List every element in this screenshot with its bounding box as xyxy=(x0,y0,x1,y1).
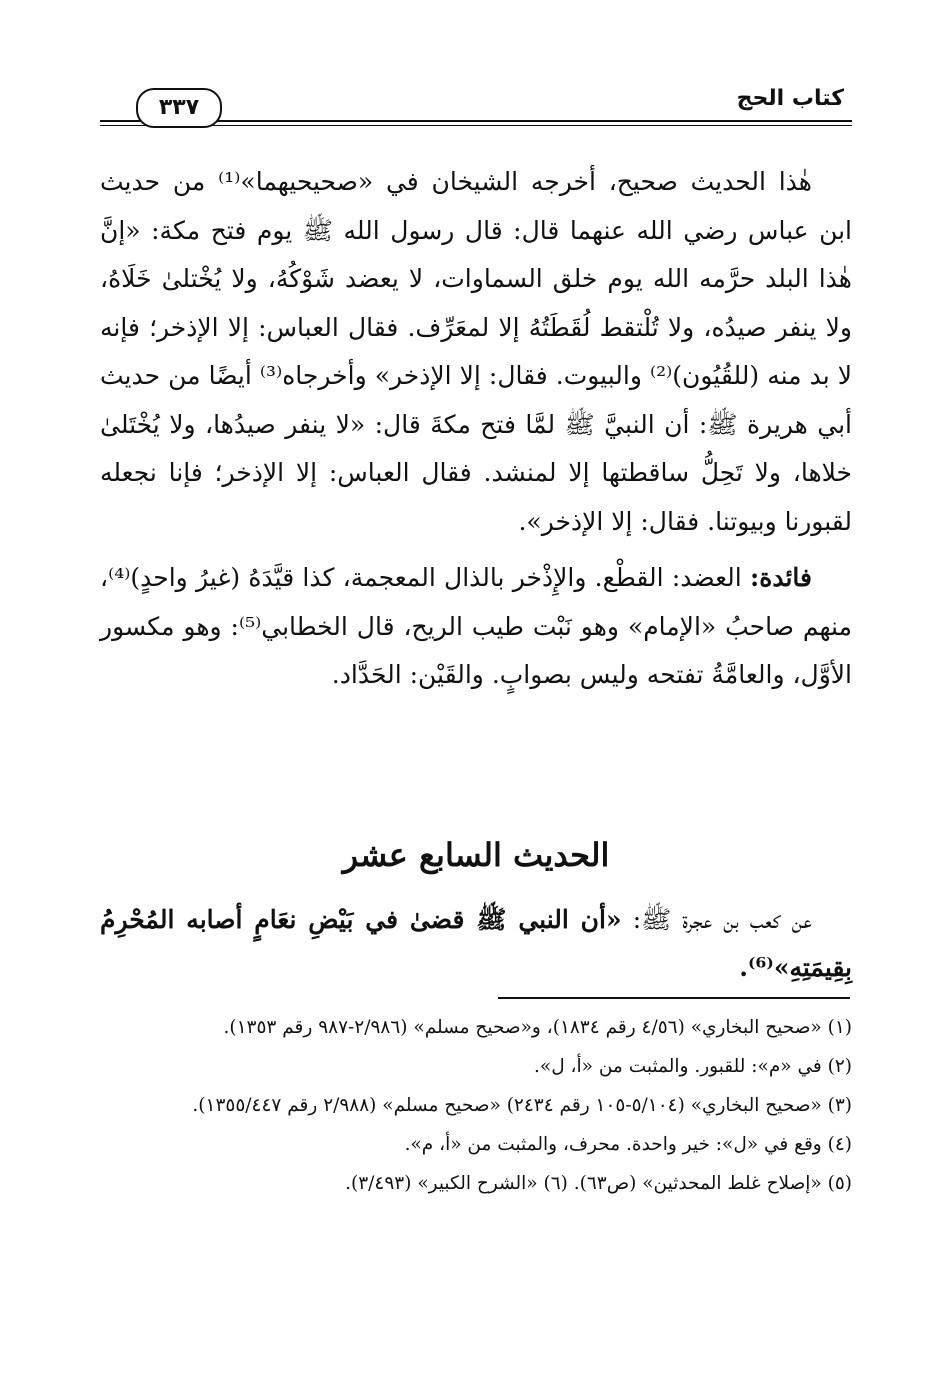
running-header xyxy=(100,82,852,130)
paragraph-commentary: هٰذا الحديث صحيح، أخرجه الشيخان في «صحيحيهما»⁽¹⁾ من حديث ابن عباس رضي الله عنهما قال: قال رسول الله ﷺ يوم فتح مكة: «إنَّ هٰذا البلد حرَّمه الله يوم خلق السماوات، لا يعضد شَوْكُهُ، ولا يُخْتلىٰ خَلَاهُ، ولا ينفر صيدُه، ولا تُلْتقط لُقَطَتُهُ إلا لمعَرِّف. فقال العباس: إلا الإذخر؛ فإنه لا بد منه (للقُيُون)⁽²⁾ والبيوت. فقال: إلا الإذخر» وأخرجاه⁽³⁾ أيضًا من حديث أبي هريرة ﷺ: أن النبيَّ ﷺ لمَّا فتح مكةَ قال: «لا ينفر صيدُها، ولا يُخْتَلىٰ خلاها، ولا تَحِلُّ ساقطتها إلا لمنشد. فقال العباس: إلا الإذخر؛ فإنا نجعله لقبورنا وبيوتنا. فقال: إلا الإذخر». xyxy=(100,167,852,536)
note-label: فائدة: xyxy=(750,563,812,592)
hadith-intro: عن كعب بن عجرة ﷺ: xyxy=(632,905,812,934)
paragraph-note xyxy=(100,554,852,700)
footnote: (٥) «إصلاح غلط المحدثين» (ص٦٣). (٦) «الشرح الكبير» (٣/٤٩٣). xyxy=(345,1173,852,1194)
footnote-separator xyxy=(498,997,850,999)
hadith-quote: «أن النبي ﷺ قضىٰ في بَيْضِ نعَامٍ أصابه المُحْرِمُ بِقِيمَتِهِ»⁽⁶⁾. xyxy=(100,905,852,982)
page-number: ٣٣٧ xyxy=(136,88,222,128)
book-title: كتاب الحج xyxy=(736,86,844,111)
footnote: (٢) في «م»: للقبور. والمثبت من «أ، ل». xyxy=(534,1056,852,1077)
main-text xyxy=(100,158,852,700)
footnote: (٤) وقع في «ل»: خير واحدة. محرف، والمثبت من «أ، م». xyxy=(404,1134,852,1155)
footnote: (٣) «صحيح البخاري» (٥/١٠٤-١٠٥ رقم ٢٤٣٤) «صحيح مسلم» (٢/٩٨٨ رقم ١٣٥٥/٤٤٧). xyxy=(192,1095,852,1116)
hadith-text xyxy=(100,896,852,992)
footnote: (١) «صحيح البخاري» (٤/٥٦ رقم ١٨٣٤)، و«صحيح مسلم» (٢/٩٨٦-٩٨٧ رقم ١٣٥٣). xyxy=(223,1017,852,1038)
footnotes xyxy=(100,1010,852,1205)
section-title: الحديث السابع عشر xyxy=(342,836,610,874)
note-text: العضد: القطْع. والإِذْخر بالذال المعجمة، كذا قيَّدَهُ (غيرُ واحدٍ)⁽⁴⁾، منهم صاحبُ «الإمام» وهو نَبْت طيب الريح، قال الخطابي⁽⁵⁾: وهو مكسور الأوَّل، والعامَّةُ تفتحه وليس بصوابٍ. والقَيْن: الحَدَّاد. xyxy=(100,563,852,689)
